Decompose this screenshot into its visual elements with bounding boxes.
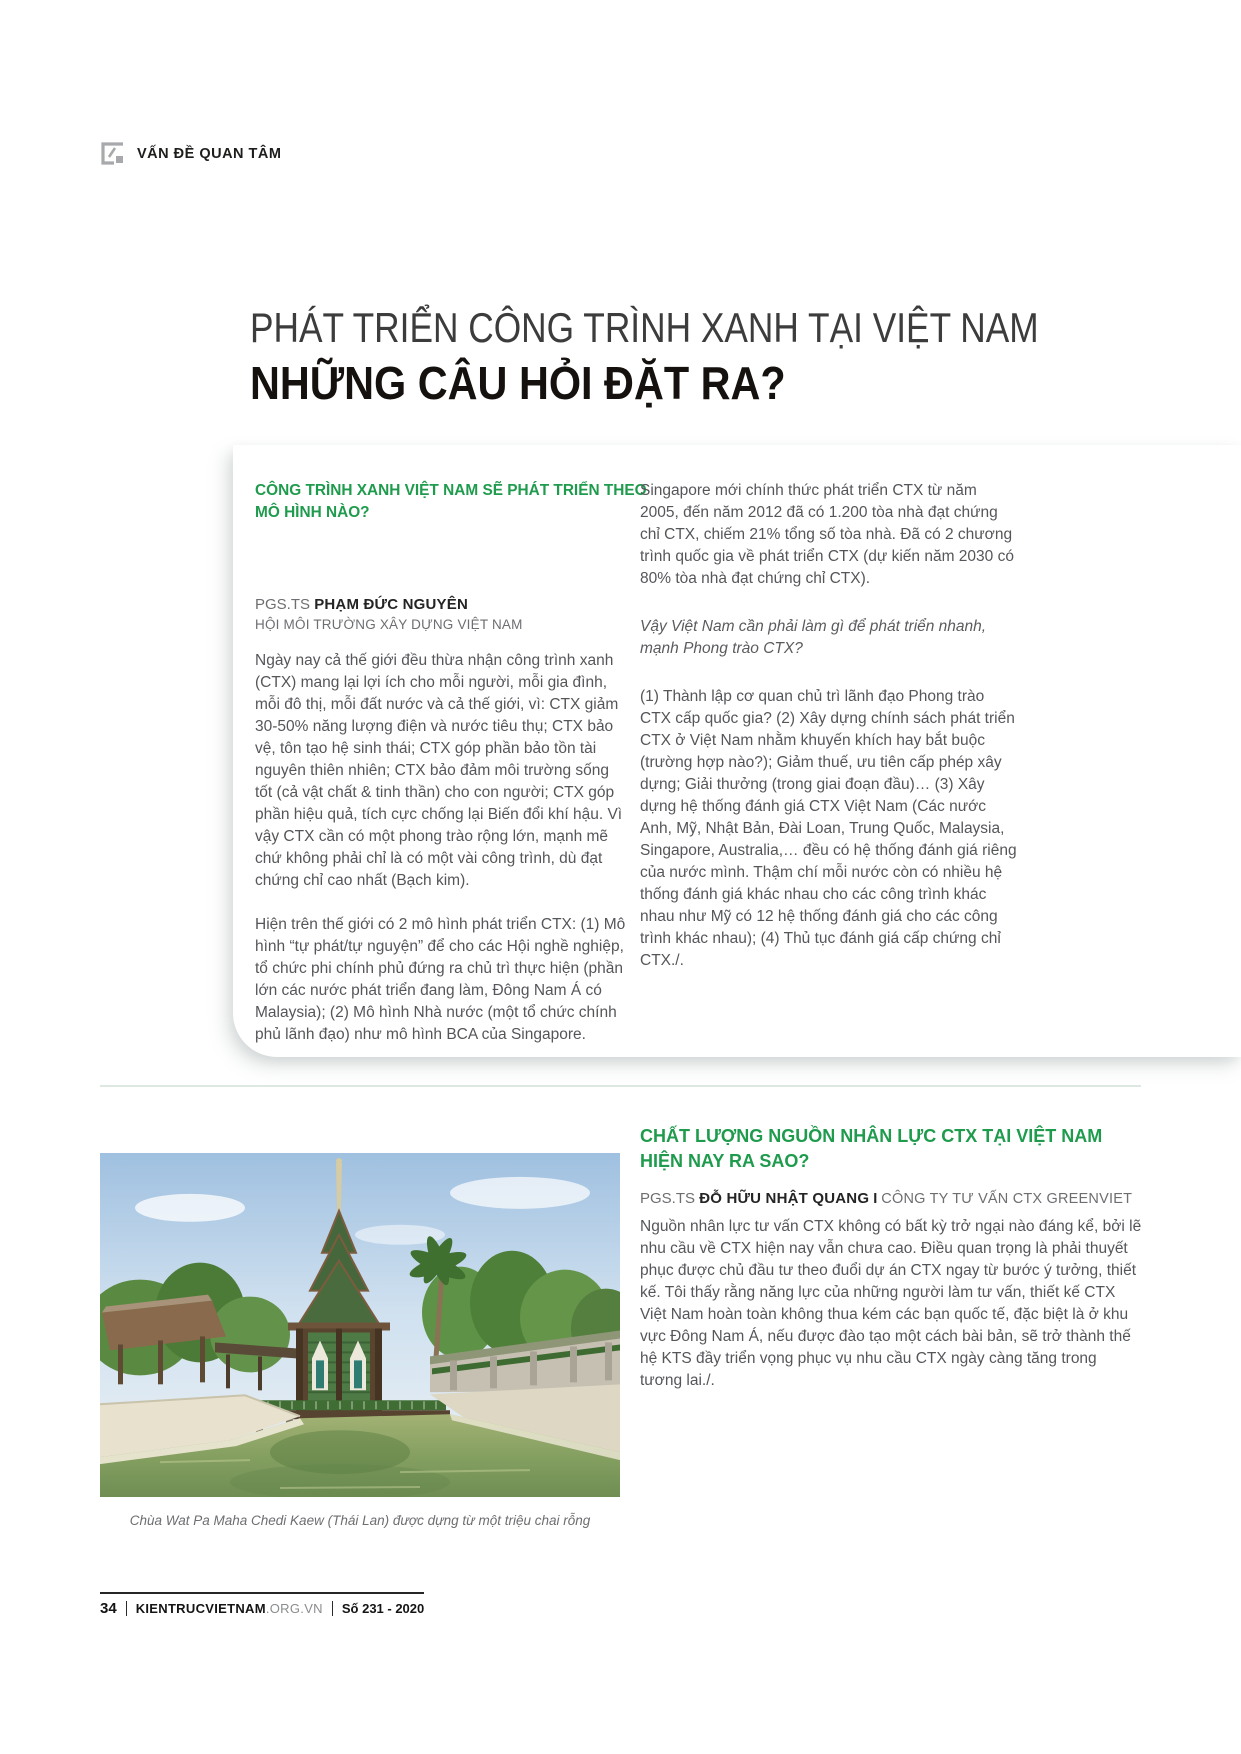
footer-site	[136, 1601, 323, 1616]
article1-paragraph-1: Ngày nay cả thế giới đều thừa nhận công trình xanh (CTX) mang lại lợi ích cho mỗi người, mỗi gia đình, mỗi đô thị, mỗi đất nước và cả thế giới, vì: CTX giảm 30-50% năng lượng điện và nước tiêu thụ; CTX bảo vệ, tôn tạo hệ sinh thái; CTX góp phần bảo tồn tài nguyên thiên nhiên; CTX bảo đảm môi trường sống tốt (cả vật chất & tinh thần) cho con người; CTX góp phần hiệu quả, tích cực chống lại Biến đổi khí hậu. Vì vậy CTX cần có một phong trào rộng lớn, mạnh mẽ chứ không phải chỉ là có một vài công trình, dù đạt chứng chỉ cao nhất (Bạch kim).	[255, 652, 623, 889]
page-number: 34	[100, 1600, 117, 1617]
footer-site-domain: .ORG.VN	[265, 1601, 323, 1616]
article2-author	[640, 1190, 1132, 1207]
article1-paragraph-4: (1) Thành lập cơ quan chủ trì lãnh đạo Phong trào CTX cấp quốc gia? (2) Xây dựng chính sách phát triển CTX ở Việt Nam nhằm khuyến khích hay bắt buộc (trường hợp nào?); Giảm thuế, ưu tiên cấp phép xây dựng; Giải thưởng (trong giai đoạn đầu)… (3) Xây dựng hệ thống đánh giá CTX Việt Nam (Các nước Anh, Mỹ, Nhật Bản, Đài Loan, Trung Quốc, Malaysia, Singapore, Australia,… đều có hệ thống đánh giá riêng của nước mình. Thậm chí mỗi nước còn có nhiều hệ thống đánh giá khác nhau cho các công trình khác nhau như Mỹ có 12 hệ thống đánh giá cho các công trình khác nhau); (4) Thủ tục đánh giá cấp chứng chỉ CTX./.	[640, 688, 1017, 969]
article-photo	[100, 1153, 620, 1497]
article2-paragraph: Nguồn nhân lực tư vấn CTX không có bất kỳ trở ngại nào đáng kể, bởi lẽ nhu cầu về CTX hiện nay vẫn chưa cao. Điều quan trọng là phải thuyết phục được chủ đầu tư theo đuổi dự án CTX ngay từ bước ý tưởng, thiết kế. Tôi thấy rằng năng lực của những người làm tư vấn, thiết kế CTX Việt Nam hoàn toàn không thua kém các bạn quốc tế, đặc biệt là ở khu vực Đông Nam Á, nếu được đào tạo một cách bài bản, sẽ trở thành thế hệ KTS đầy triển vọng phục vụ nhu cầu CTX ngày càng tăng trong tương lai./.	[640, 1218, 1142, 1389]
author2-title: PGS.TS	[640, 1190, 700, 1207]
section-divider	[100, 1085, 1141, 1087]
article1-paragraph-2: Hiện trên thế giới có 2 mô hình phát triển CTX: (1) Mô hình “tự phát/tự nguyện” để cho các Hội nghề nghiệp, tổ chức phi chính phủ đứng ra chủ trì thực hiện (phần lớn các nước phát triển đang làm, Đông Nam Á có Malaysia); (2) Mô hình Nhà nước (một tổ chức chính phủ lãnh đạo) như mô hình BCA của Singapore.	[255, 916, 626, 1043]
author2-org: CÔNG TY TƯ VẤN CTX GREENVIET	[881, 1191, 1133, 1207]
question1-heading: CÔNG TRÌNH XANH VIỆT NAM SẼ PHÁT TRIỂN THEO MÔ HÌNH NÀO?	[255, 482, 647, 521]
footer-divider	[126, 1601, 127, 1616]
magazine-logo-icon	[99, 140, 126, 167]
section-label: VẤN ĐỀ QUAN TÂM	[137, 145, 282, 162]
footer-site-name: KIENTRUCVIETNAM	[135, 1601, 266, 1616]
author1-org: HỘI MÔI TRƯỜNG XÂY DỰNG VIỆT NAM	[255, 617, 523, 632]
footer-divider-2	[332, 1601, 333, 1616]
section-kicker	[99, 140, 281, 167]
author2-separator: I	[869, 1191, 882, 1207]
photo-caption: Chùa Wat Pa Maha Chedi Kaew (Thái Lan) được dựng từ một triệu chai rỗng	[129, 1513, 591, 1528]
author1-name: PHẠM ĐỨC NGUYÊN	[314, 596, 468, 613]
question2-heading: CHẤT LƯỢNG NGUỒN NHÂN LỰC CTX TẠI VIỆT NAM HIỆN NAY RA SAO?	[640, 1126, 1103, 1171]
page-footer	[100, 1592, 424, 1617]
author1-name-line	[255, 596, 523, 614]
article1-question-italic: Vậy Việt Nam cần phải làm gì để phát triển nhanh, mạnh Phong trào CTX?	[640, 618, 987, 657]
footer-issue: Số 231 - 2020	[341, 1601, 425, 1616]
article1-paragraph-3: Singapore mới chính thức phát triển CTX từ năm 2005, đến năm 2012 đã có 1.200 tòa nhà đạt chứng chỉ CTX, chiếm 21% tổng số tòa nhà. Đã có 2 chương trình quốc gia về phát triển CTX (dự kiến năm 2030 có 80% tòa nhà đạt chứng chỉ CTX).	[640, 482, 1014, 587]
author1-title: PGS.TS	[255, 596, 315, 613]
article-title-line1: PHÁT TRIỂN CÔNG TRÌNH XANH TẠI VIỆT NAM	[250, 304, 1039, 351]
article1-author	[255, 596, 523, 632]
author2-name: ĐỖ HỮU NHẬT QUANG	[699, 1190, 870, 1207]
article-title-line2: NHỮNG CÂU HỎI ĐẶT RA?	[250, 357, 786, 409]
